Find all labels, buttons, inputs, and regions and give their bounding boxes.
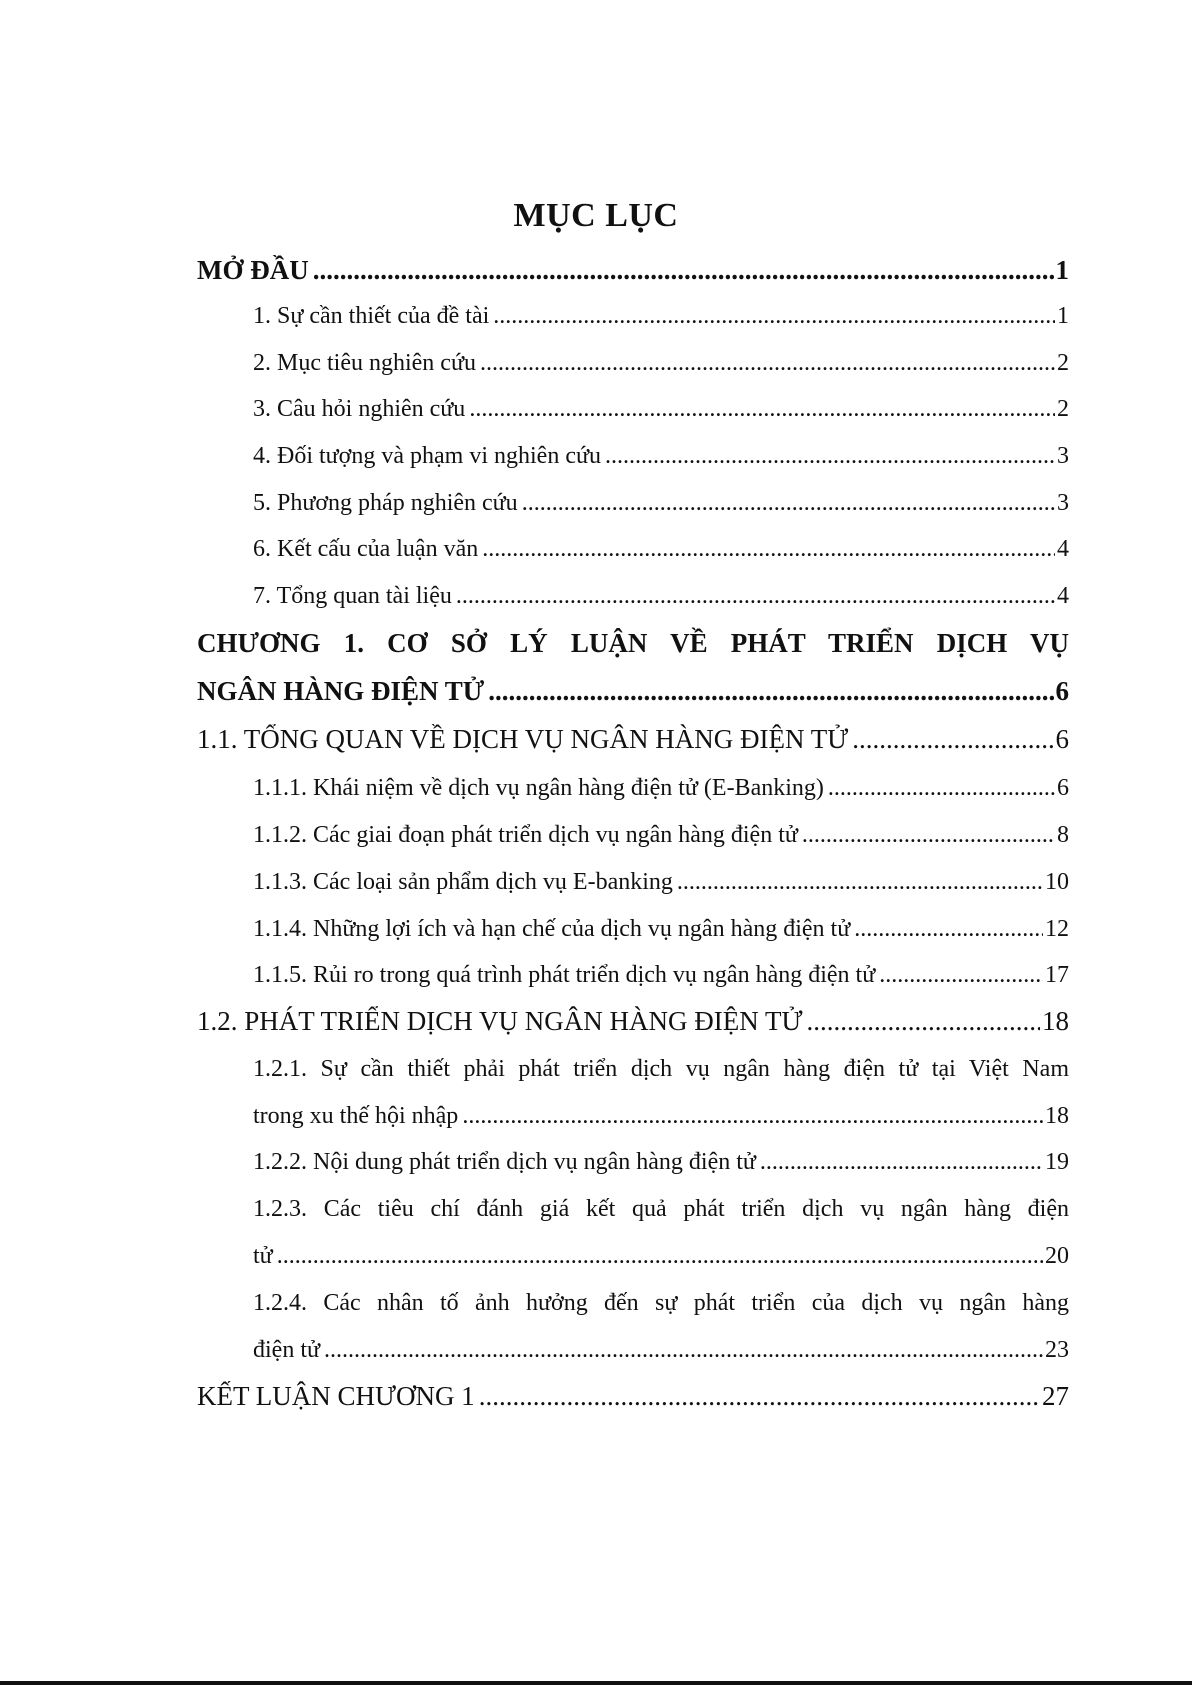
toc-entry-4[interactable] (253, 443, 1069, 470)
toc-page-number: 8 (1057, 822, 1069, 848)
toc-page-number: 19 (1045, 1149, 1069, 1175)
toc-page-number: 1 (1057, 303, 1069, 329)
dot-leader (469, 396, 1055, 423)
toc-entry-mo-dau[interactable] (197, 255, 1069, 286)
dot-leader (828, 775, 1055, 802)
toc-entry-text: tử (253, 1243, 273, 1269)
toc-entry-1-1[interactable] (197, 724, 1069, 755)
toc-entry-text: 5. Phương pháp nghiên cứu (253, 490, 518, 516)
toc-page-number: 4 (1057, 536, 1069, 562)
dot-leader (482, 536, 1055, 563)
toc-entry-text: trong xu thế hội nhập (253, 1103, 459, 1129)
toc-entry-text: 1.2. PHÁT TRIỂN DỊCH VỤ NGÂN HÀNG ĐIỆN TỬ (197, 1006, 803, 1036)
toc-page-number: 6 (1057, 775, 1069, 801)
toc-page-number: 27 (1042, 1381, 1069, 1411)
toc-entry-1-1-3[interactable] (253, 869, 1069, 896)
toc-entry-text: 1.1.2. Các giai đoạn phát triển dịch vụ ngân hàng điện tử (253, 822, 798, 848)
toc-entry-5[interactable] (253, 490, 1069, 517)
toc-entry-text: KẾT LUẬN CHƯƠNG 1 (197, 1381, 475, 1411)
dot-leader (605, 443, 1055, 470)
toc-entry-chapter-1[interactable] (197, 676, 1069, 707)
toc-chapter-1-line1[interactable]: CHƯƠNG 1. CƠ SỞ LÝ LUẬN VỀ PHÁT TRIỂN DỊCH VỤ (197, 628, 1069, 658)
toc-page-number: 18 (1042, 1006, 1069, 1036)
toc-entry-text: điện tử (253, 1337, 320, 1363)
dot-leader (493, 303, 1055, 330)
toc-entry-1-2-3[interactable] (253, 1243, 1069, 1270)
toc-entry-2[interactable] (253, 350, 1069, 377)
dot-leader (879, 962, 1043, 989)
toc-page-number: 10 (1045, 869, 1069, 895)
dot-leader (677, 869, 1043, 896)
dot-leader (760, 1149, 1043, 1176)
dot-leader (324, 1337, 1043, 1364)
toc-entry-1-2-2[interactable] (253, 1149, 1069, 1176)
page-bottom-edge (0, 1681, 1192, 1685)
dot-leader (852, 724, 1053, 755)
dot-leader (313, 255, 1054, 286)
toc-entry-text: 1.1.3. Các loại sản phẩm dịch vụ E-banking (253, 869, 673, 895)
toc-entry-text: 1.1.5. Rủi ro trong quá trình phát triển dịch vụ ngân hàng điện tử (253, 962, 876, 988)
toc-entry-6[interactable] (253, 536, 1069, 563)
toc-entry-1-2-3-line1[interactable]: 1.2.3. Các tiêu chí đánh giá kết quả phát triển dịch vụ ngân hàng điện (253, 1196, 1069, 1222)
dot-leader (480, 350, 1055, 377)
toc-entry-1-1-2[interactable] (253, 822, 1069, 849)
toc-entry-text: 6. Kết cấu của luận văn (253, 536, 479, 562)
toc-page-number: 2 (1057, 350, 1069, 376)
toc-entry-text: 3. Câu hỏi nghiên cứu (253, 396, 466, 422)
toc-entry-text: 4. Đối tượng và phạm vi nghiên cứu (253, 443, 601, 469)
toc-entry-text: 1.1.4. Những lợi ích và hạn chế của dịch vụ ngân hàng điện tử (253, 916, 851, 942)
toc-entry-1-2-4[interactable] (253, 1337, 1069, 1364)
toc-page-number: 17 (1045, 962, 1069, 988)
toc-entry-1-1-5[interactable] (253, 962, 1069, 989)
dot-leader (806, 1006, 1040, 1037)
toc-entry-7[interactable] (253, 583, 1069, 610)
toc-page-number: 1 (1055, 255, 1069, 285)
toc-page-number: 4 (1057, 583, 1069, 609)
toc-entry-1-2-1-line1[interactable]: 1.2.1. Sự cần thiết phải phát triển dịch vụ ngân hàng điện tử tại Việt Nam (253, 1056, 1069, 1082)
toc-entry-text: 1. Sự cần thiết của đề tài (253, 303, 490, 329)
toc-entry-text: MỞ ĐẦU (197, 255, 309, 285)
toc-entry-text: 1.1.1. Khái niệm về dịch vụ ngân hàng điện tử (E-Banking) (253, 775, 824, 801)
dot-leader (802, 822, 1055, 849)
toc-entry-1-2-1[interactable] (253, 1103, 1069, 1130)
toc-page-number: 12 (1045, 916, 1069, 942)
toc-entry-ket-luan[interactable] (197, 1381, 1069, 1412)
toc-page-number: 3 (1057, 443, 1069, 469)
toc-page-number: 20 (1045, 1243, 1069, 1269)
toc-entry-1-1-1[interactable] (253, 775, 1069, 802)
toc-entry-text: NGÂN HÀNG ĐIỆN TỬ (197, 676, 485, 706)
dot-leader (277, 1243, 1043, 1270)
toc-entry-3[interactable] (253, 396, 1069, 423)
toc-entry-1-2-4-line1[interactable]: 1.2.4. Các nhân tố ảnh hưởng đến sự phát triển của dịch vụ ngân hàng (253, 1290, 1069, 1316)
toc-entry-1[interactable] (253, 303, 1069, 330)
toc-entry-text: 7. Tổng quan tài liệu (253, 583, 452, 609)
toc-page-number: 23 (1045, 1337, 1069, 1363)
dot-leader (522, 490, 1055, 517)
toc-page-number: 6 (1055, 676, 1069, 706)
dot-leader (479, 1381, 1040, 1412)
dot-leader (854, 916, 1043, 943)
dot-leader (462, 1103, 1043, 1130)
toc-entry-1-2[interactable] (197, 1006, 1069, 1037)
toc-entry-text: 1.1. TỔNG QUAN VỀ DỊCH VỤ NGÂN HÀNG ĐIỆN TỬ (197, 724, 849, 754)
toc-page-number: 18 (1045, 1103, 1069, 1129)
dot-leader (488, 676, 1053, 707)
toc-page-number: 2 (1057, 396, 1069, 422)
dot-leader (456, 583, 1055, 610)
toc-title: MỤC LỤC (513, 197, 679, 234)
toc-entry-text: 2. Mục tiêu nghiên cứu (253, 350, 476, 376)
toc-entry-text: 1.2.2. Nội dung phát triển dịch vụ ngân hàng điện tử (253, 1149, 756, 1175)
toc-page-number: 6 (1055, 724, 1069, 754)
toc-page-number: 3 (1057, 490, 1069, 516)
toc-entry-1-1-4[interactable] (253, 916, 1069, 943)
